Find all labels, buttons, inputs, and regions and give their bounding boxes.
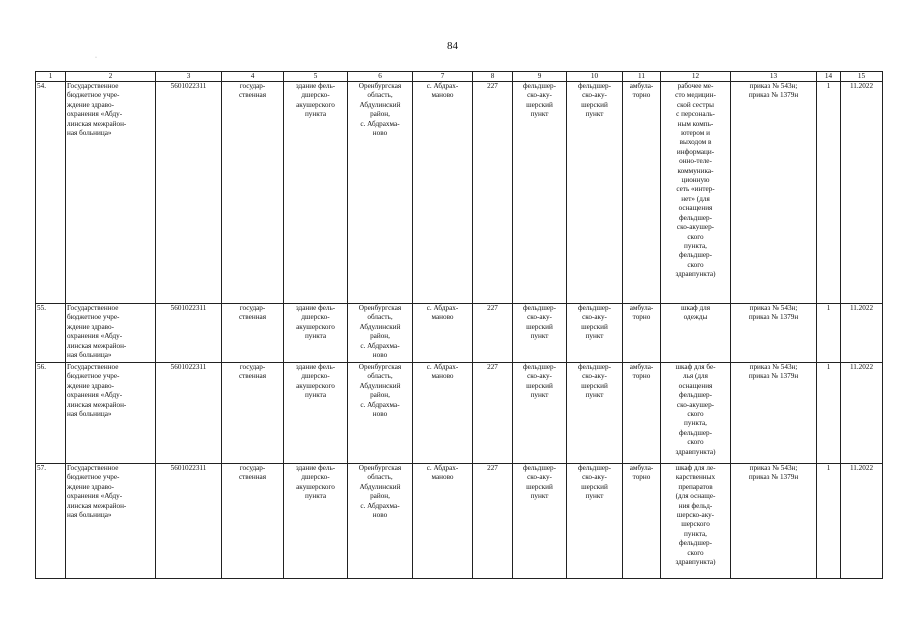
unit-type-cell: фельдшер- ско-аку- шерский пункт [513,363,567,464]
organization-cell: Государственное бюджетное учре- ждение здраво- охранения «Абду- линская межрайон- ная больница» [66,304,156,363]
settlement-cell: с. Абдрах- маново [413,304,473,363]
equipment-cell: шкаф для ле- карственных препаратов (для оснаще- ния фельд- шерско-аку- шерского пункта, фельдшер- ского здравпункта) [661,464,731,579]
unit-cell: фельдшер- ско-аку- шерский пункт [567,464,623,579]
unit-cell: фельдшер- ско-аку- шерский пункт [567,363,623,464]
inn-cell: 5601022311 [156,363,222,464]
code-cell: 227 [473,363,513,464]
care-mode-cell: амбула- торно [623,304,661,363]
column-number: 5 [284,72,348,82]
table-row [36,464,883,579]
settlement-cell: с. Абдрах- маново [413,82,473,304]
scan-speck: · [95,55,97,61]
row-number: 57. [36,464,66,579]
date-cell: 11.2022 [841,82,883,304]
registry-table [35,71,883,579]
column-number: 6 [348,72,413,82]
page-number: 84 [447,40,458,52]
date-cell: 11.2022 [841,363,883,464]
equipment-cell: шкаф для бе- лья (для оснащения фельдшер- ско-акушер- ского пункта, фельдшер- ского здравпункта) [661,363,731,464]
organization-cell: Государственное бюджетное учре- ждение здраво- охранения «Абду- линская межрайон- ная больница» [66,82,156,304]
settlement-cell: с. Абдрах- маново [413,363,473,464]
column-number: 3 [156,72,222,82]
address-cell: Оренбургская область, Абдулинский район, с. Абдрахма- ново [348,363,413,464]
column-number: 2 [66,72,156,82]
table-row [36,82,883,304]
date-cell: 11.2022 [841,464,883,579]
unit-cell: фельдшер- ско-аку- шерский пункт [567,304,623,363]
code-cell: 227 [473,464,513,579]
column-number: 8 [473,72,513,82]
row-number: 55. [36,304,66,363]
column-number: 11 [623,72,661,82]
quantity-cell: 1 [817,464,841,579]
ownership-cell: государ- ственная [222,363,284,464]
column-number: 12 [661,72,731,82]
care-mode-cell: амбула- торно [623,464,661,579]
address-cell: Оренбургская область, Абдулинский район, с. Абдрахма- ново [348,304,413,363]
unit-cell: фельдшер- ско-аку- шерский пункт [567,82,623,304]
quantity-cell: 1 [817,363,841,464]
order-cell: приказ № 543н; приказ № 1379н [731,304,817,363]
table-row [36,304,883,363]
date-cell: 11.2022 [841,304,883,363]
ownership-cell: государ- ственная [222,304,284,363]
column-number: 7 [413,72,473,82]
ownership-cell: государ- ственная [222,464,284,579]
care-mode-cell: амбула- торно [623,82,661,304]
order-cell: приказ № 543н; приказ № 1379н [731,464,817,579]
building-cell: здание фель- дшерско- акушерского пункта [284,363,348,464]
code-cell: 227 [473,82,513,304]
order-cell: приказ № 543н; приказ № 1379н [731,82,817,304]
quantity-cell: 1 [817,82,841,304]
unit-type-cell: фельдшер- ско-аку- шерский пункт [513,82,567,304]
inn-cell: 5601022311 [156,464,222,579]
settlement-cell: с. Абдрах- маново [413,464,473,579]
equipment-cell: рабочее ме- сто медицин- ской сестры с персональ- ным компь- ютером и выходом в информаци- онно-теле- коммуника- ционную сеть «интер- нет» (для оснащения фельдшер- ско-акушер- ского пункта, фельдшер- ского здравпункта) [661,82,731,304]
table-row [36,363,883,464]
column-number: 13 [731,72,817,82]
building-cell: здание фель- дшерско- акушерского пункта [284,304,348,363]
order-cell: приказ № 543н; приказ № 1379н [731,363,817,464]
inn-cell: 5601022311 [156,82,222,304]
inn-cell: 5601022311 [156,304,222,363]
unit-type-cell: фельдшер- ско-аку- шерский пункт [513,304,567,363]
equipment-cell: шкаф для одежды [661,304,731,363]
column-number: 10 [567,72,623,82]
ownership-cell: государ- ственная [222,82,284,304]
row-number: 54. [36,82,66,304]
column-number-row [36,72,883,82]
building-cell: здание фель- дшерско- акушерского пункта [284,464,348,579]
row-number: 56. [36,363,66,464]
column-number: 14 [817,72,841,82]
column-number: 4 [222,72,284,82]
column-number: 1 [36,72,66,82]
organization-cell: Государственное бюджетное учре- ждение здраво- охранения «Абду- линская межрайон- ная больница» [66,363,156,464]
address-cell: Оренбургская область, Абдулинский район, с. Абдрахма- ново [348,82,413,304]
building-cell: здание фель- дшерско- акушерского пункта [284,82,348,304]
address-cell: Оренбургская область, Абдулинский район, с. Абдрахма- ново [348,464,413,579]
quantity-cell: 1 [817,304,841,363]
unit-type-cell: фельдшер- ско-аку- шерский пункт [513,464,567,579]
column-number: 15 [841,72,883,82]
organization-cell: Государственное бюджетное учре- ждение здраво- охранения «Абду- линская межрайон- ная больница» [66,464,156,579]
code-cell: 227 [473,304,513,363]
care-mode-cell: амбула- торно [623,363,661,464]
column-number: 9 [513,72,567,82]
